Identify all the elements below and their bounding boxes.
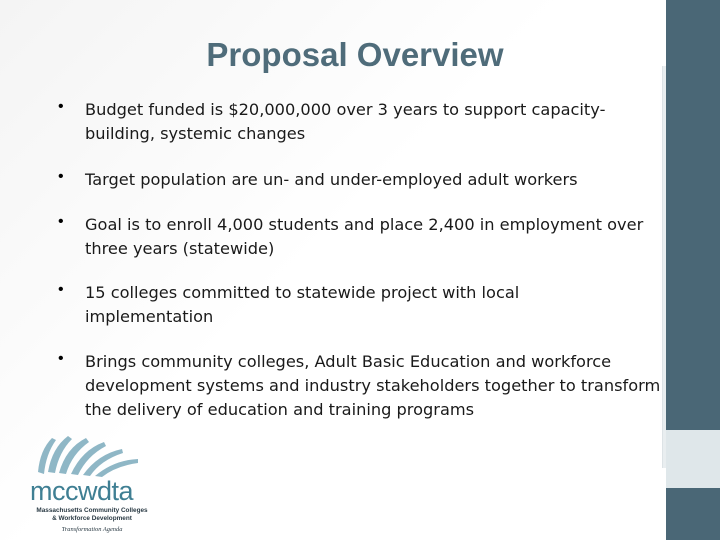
slide-title: Proposal Overview [206, 36, 504, 73]
bullet-item-collaboration: Brings community colleges, Adult Basic Education and workforce development systems and industry stakeholders together to transform the delivery of education and training programs [85, 352, 661, 419]
bullet-item-colleges: 15 colleges committed to statewide project with local implementation [85, 283, 520, 326]
bullet-marker: • [58, 213, 64, 230]
bullet-marker: • [58, 350, 64, 367]
logo-wordmark: mccwdta [30, 476, 134, 506]
logo-subtitle-line1: Massachusetts Community Colleges [36, 507, 148, 514]
bullet-item-goal: Goal is to enroll 4,000 students and place 2,400 in employment over three years (statewide) [85, 215, 644, 258]
logo-subtitle [30, 507, 154, 523]
right-accent-band-highlight [666, 430, 720, 488]
bullet-item-budget: Budget funded is $20,000,000 over 3 years to support capacity-building, systemic changes [85, 100, 606, 143]
bullet-marker: • [58, 168, 64, 185]
bullet-marker: • [58, 98, 64, 115]
bullet-marker: • [58, 281, 64, 298]
bullet-item-target-population: Target population are un- and under-employed adult workers [85, 170, 578, 189]
logo-subtitle-line2: & Workforce Development [52, 515, 132, 522]
logo-tagline: Transformation Agenda [61, 526, 123, 533]
